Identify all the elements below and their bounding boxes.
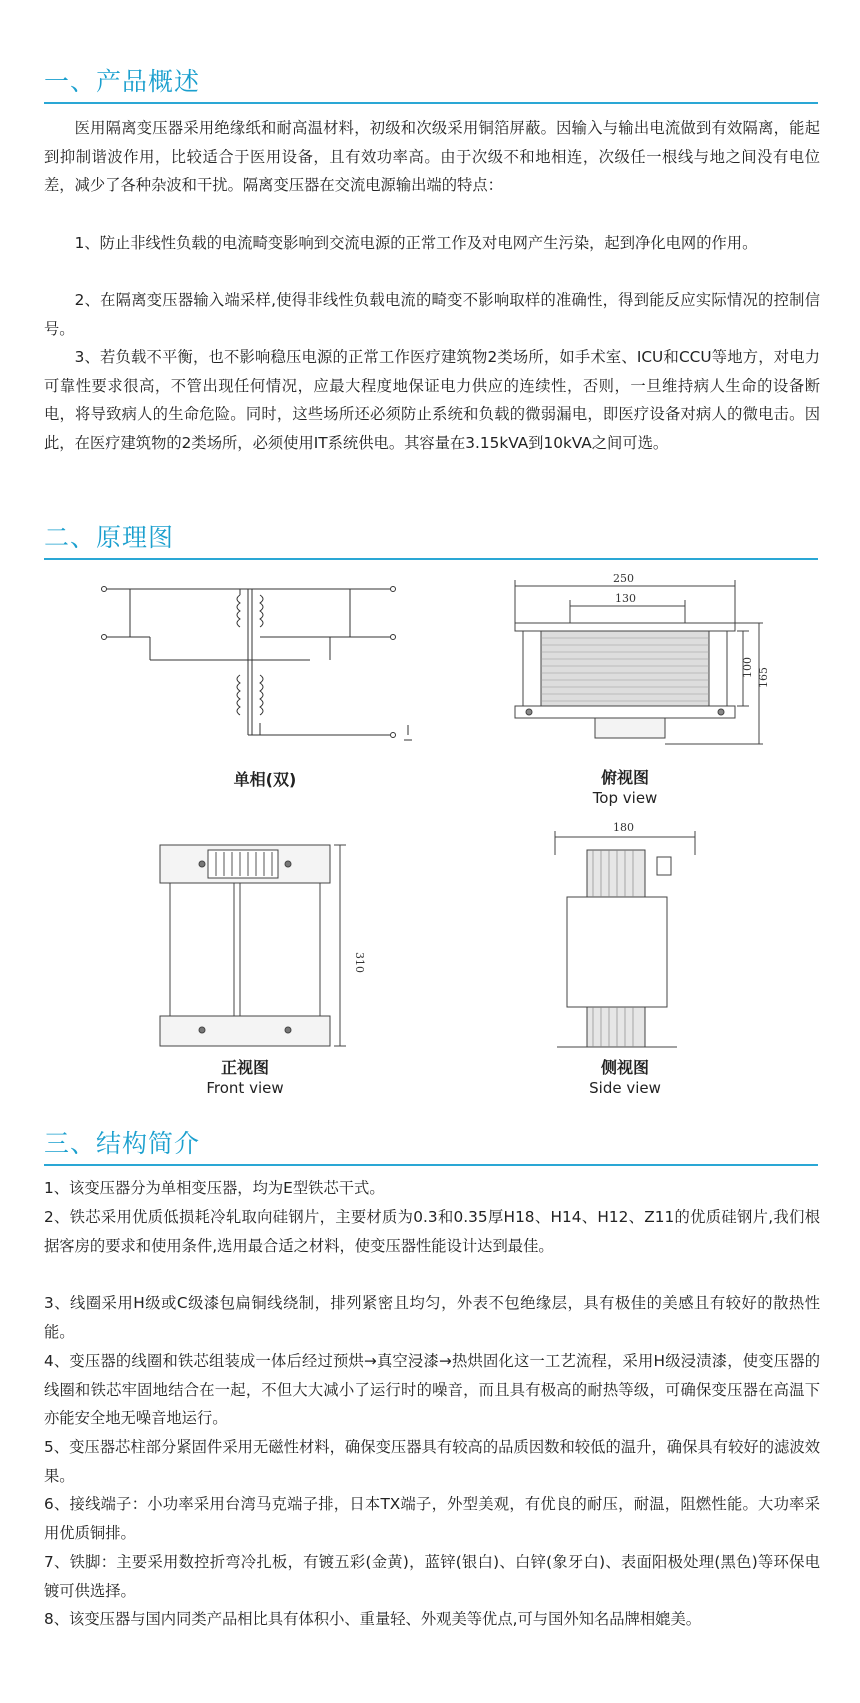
- section-title-overview: 一、产品概述: [44, 67, 201, 96]
- overview-point-3: 3、若负载不平衡，也不影响稳压电源的正常工作医疗建筑物2类场所，如手术室、ICU和CCU等地方，对电力可靠性要求很高，不管出现任何情况，应最大程度地保证电力供应的连续性，否则，一旦维持病人生命的设备断电，将导致病人的生命危险。同时，这些场所还必须防止系统和负载的微弱漏电，即医疗设备对病人的微电击。因此，在医疗建筑物的2类场所，必须使用IT系统供电。其容量在3.15kVA到10kVA之间可选。: [44, 348, 820, 452]
- section-divider: [44, 558, 818, 560]
- front-view-caption: 正视图 Front view: [206, 1058, 284, 1097]
- top-dim-h1: 100: [741, 657, 754, 678]
- structure-item-6: 6、接线端子：小功率采用台湾马克端子排，日本TX端子，外型美观，有优良的耐压，耐温，阻燃性能。大功率采用优质铜排。: [44, 1495, 820, 1542]
- top-dim-total: 250: [613, 572, 634, 585]
- structure-item-4: 4、变压器的线圈和铁芯组装成一体后经过预烘→真空浸漆→热烘固化这一工艺流程，采用H级浸渍漆，使变压器的线圈和铁芯牢固地结合在一起，不但大大减小了运行时的噪音，而且具有极高的耐热等级，可确保变压器在高温下亦能安全地无噪音地运行。: [44, 1352, 820, 1427]
- front-view-drawing: [150, 840, 370, 1050]
- top-dim-h2: 165: [757, 667, 770, 688]
- side-dim-w: 180: [613, 821, 634, 834]
- section-title-schematic: 二、原理图: [44, 523, 175, 552]
- schematic-caption: 单相(双): [233, 770, 297, 789]
- overview-point-2: 2、在隔离变压器输入端采样,使得非线性负载电流的畸变不影响取样的准确性，得到能反应实际情况的控制信号。: [44, 291, 820, 338]
- structure-item-3: 3、线圈采用H级或C级漆包扁铜线绕制，排列紧密且均匀，外表不包绝缘层，具有极佳的美感且有较好的散热性能。: [44, 1294, 820, 1341]
- overview-point-1: 1、防止非线性负载的电流畸变影响到交流电源的正常工作及对电网产生污染，起到净化电网的作用。: [74, 234, 758, 252]
- top-view-drawing: [505, 568, 770, 768]
- structure-item-7: 7、铁脚：主要采用数控折弯冷扎板，有镀五彩(金黄)，蓝锌(银白)、白锌(象牙白)、表面阳极处理(黑色)等环保电镀可供选择。: [44, 1553, 820, 1600]
- section-title-structure: 三、结构简介: [44, 1129, 201, 1158]
- section-divider: [44, 1164, 818, 1166]
- structure-item-1: 1、该变压器分为单相变压器，均为E型铁芯干式。: [44, 1179, 385, 1197]
- structure-item-2: 2、铁芯采用优质低损耗冷轧取向硅钢片，主要材质为0.3和0.35厚H18、H14、H12、Z11的优质硅钢片,我们根据客房的要求和使用条件,选用最合适之材料，使变压器性能设计达到最佳。: [44, 1208, 820, 1255]
- overview-intro: 医用隔离变压器采用绝缘纸和耐高温材料，初级和次级采用铜箔屏蔽。因输入与输出电流做到有效隔离，能起到抑制谐波作用，比较适合于医用设备，且有效功率高。由于次级不和地相连，次级任一根线与地之间没有电位差，减少了各种杂波和干扰。隔离变压器在交流电源输出端的特点：: [44, 119, 820, 194]
- side-view-caption: 侧视图 Side view: [589, 1058, 661, 1097]
- side-view-drawing: [545, 815, 715, 1050]
- section-divider: [44, 102, 818, 104]
- front-dim-h: 310: [353, 952, 366, 973]
- structure-item-5: 5、变压器芯柱部分紧固件采用无磁性材料，确保变压器具有较高的品质因数和较低的温升，确保具有较好的滤波效果。: [44, 1438, 820, 1485]
- schematic-diagram: [90, 575, 430, 755]
- top-view-caption: 俯视图 Top view: [592, 768, 658, 807]
- structure-item-8: 8、该变压器与国内同类产品相比具有体积小、重量轻、外观美等优点,可与国外知名品牌相媲美。: [44, 1610, 702, 1628]
- top-dim-inner: 130: [615, 592, 636, 605]
